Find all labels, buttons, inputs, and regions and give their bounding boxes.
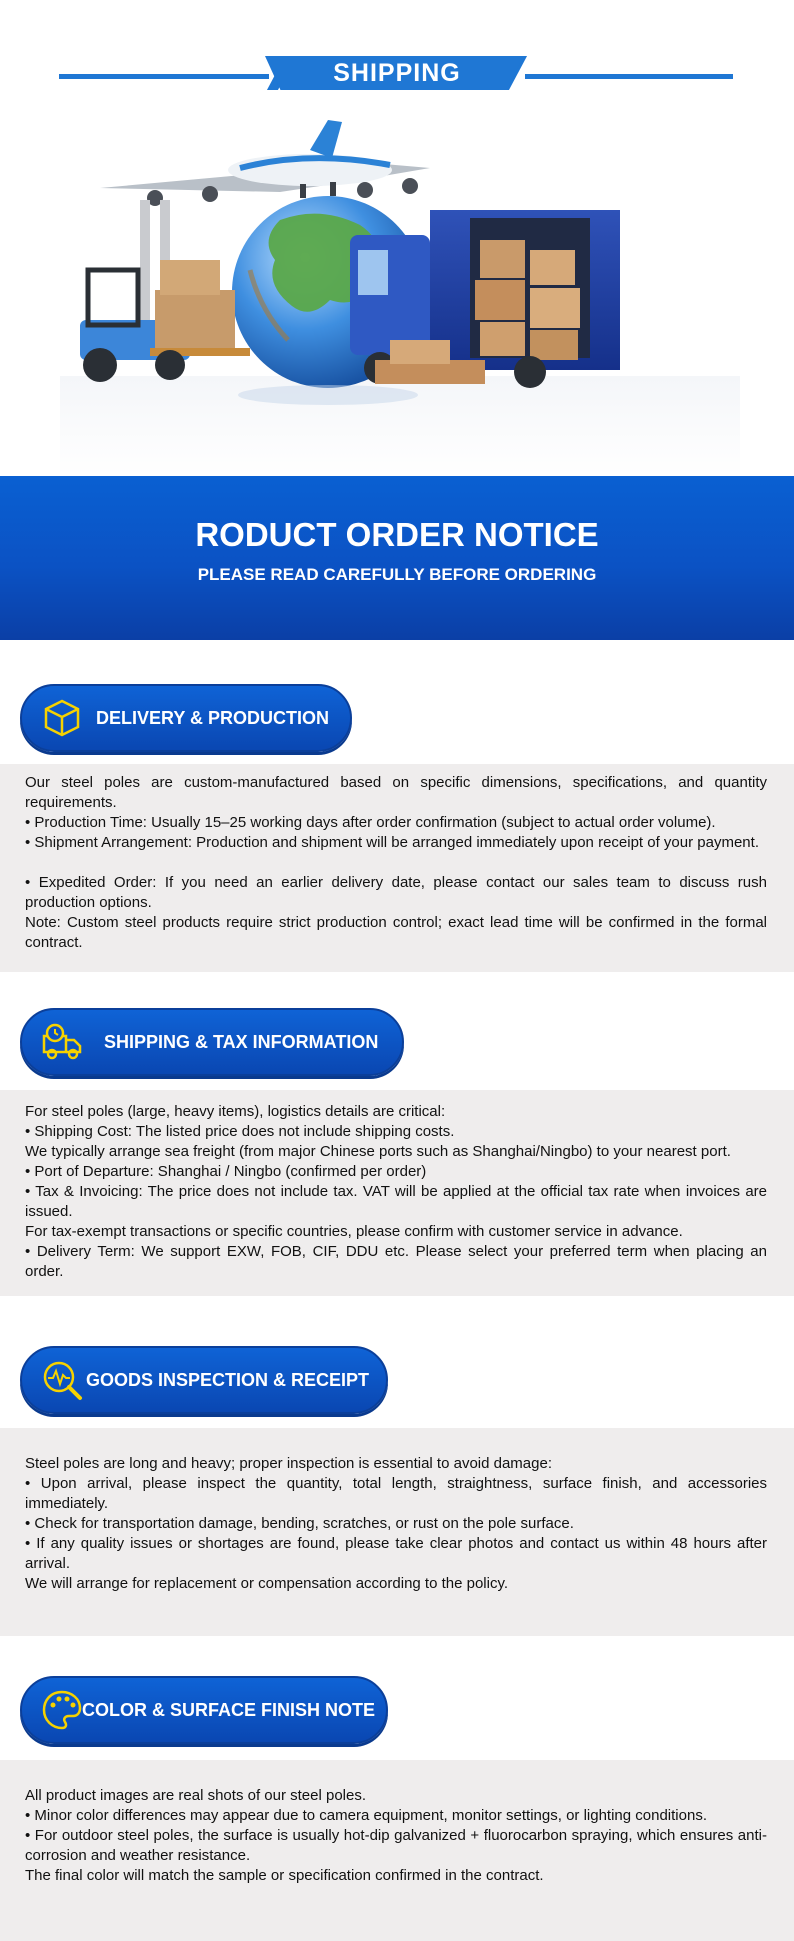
color-surface-header (20, 1676, 388, 1744)
text-line: All product images are real shots of our steel poles. (25, 1787, 367, 1804)
text-line: • Upon arrival, please inspect the quantity, total length, straightness, surface finish, and accessories immediately. (25, 1475, 767, 1512)
text-line: • Production Time: Usually 15–25 working days after order confirmation (subject to actual order volume). (25, 814, 716, 831)
shipping-tax-text (0, 1090, 794, 1296)
text-line: Steel poles are long and heavy; proper inspection is essential to avoid damage: (25, 1455, 552, 1472)
text-line: Note: Custom steel products require strict production control; exact lead time will be confirmed in the formal contract. (25, 914, 767, 951)
banner-rule-left (59, 74, 269, 79)
text-line: • Expedited Order: If you need an earlier delivery date, please contact our sales team to discuss rush production options. (25, 874, 767, 911)
color-palette-icon (40, 1688, 84, 1732)
text-line: • Port of Departure: Shanghai / Ningbo (confirmed per order) (25, 1163, 427, 1180)
logistics-illustration (60, 110, 740, 476)
order-notice-banner (0, 476, 794, 640)
shipping-tax-header (20, 1008, 404, 1076)
truck-icon (350, 210, 620, 388)
text-line: • Delivery Term: We support EXW, FOB, CIF, DDU etc. Please select your preferred term when placing an order. (25, 1243, 767, 1280)
text-line: • Check for transportation damage, bending, scratches, or rust on the pole surface. (25, 1515, 574, 1532)
text-line: For steel poles (large, heavy items), logistics details are critical: (25, 1103, 446, 1120)
section-title: GOODS INSPECTION & RECEIPT (86, 1370, 370, 1390)
notice-subtitle: PLEASE READ CAREFULLY BEFORE ORDERING (197, 565, 597, 584)
text-line: • Minor color differences may appear due to camera equipment, monitor settings, or lighting conditions. (25, 1807, 707, 1824)
text-line: The final color will match the sample or specification confirmed in the contract. (25, 1867, 544, 1884)
section-title: DELIVERY & PRODUCTION (96, 708, 330, 728)
section-title: SHIPPING & TAX INFORMATION (104, 1032, 379, 1052)
text-line: • Shipment Arrangement: Production and shipment will be arranged immediately upon receipt of your payment. (25, 834, 759, 851)
notice-title: RODUCT ORDER NOTICE (195, 516, 599, 553)
text-line: Our steel poles are custom-manufactured based on specific dimensions, specifications, and quantity requirements. (25, 774, 767, 811)
text-line: • Tax & Invoicing: The price does not include tax. VAT will be applied at the official tax rate when invoices are issued. (25, 1183, 767, 1220)
text-line: We will arrange for replacement or compensation according to the policy. (25, 1575, 509, 1592)
delivery-production-header (20, 684, 352, 752)
forklift-icon (80, 200, 250, 382)
airplane-icon (100, 120, 430, 206)
text-line: We typically arrange sea freight (from major Chinese ports such as Shanghai/Ningbo) to your nearest port. (25, 1143, 731, 1160)
goods-inspection-text (0, 1428, 794, 1636)
text-line: • For outdoor steel poles, the surface is usually hot-dip galvanized + fluorocarbon spraying, which ensures anti-corrosion and weather resistance. (25, 1827, 767, 1864)
color-surface-text (0, 1760, 794, 1941)
text-line: • Shipping Cost: The listed price does not include shipping costs. (25, 1123, 455, 1140)
shipping-hero (0, 0, 794, 476)
text-line: For tax-exempt transactions or specific countries, please confirm with customer service in advance. (25, 1223, 683, 1240)
delivery-truck-clock-icon (40, 1020, 84, 1064)
section-title: COLOR & SURFACE FINISH NOTE (82, 1700, 376, 1720)
inspection-magnifier-icon (40, 1358, 84, 1402)
box-icon (40, 696, 84, 740)
banner-rule-right (525, 74, 733, 79)
text-line: • If any quality issues or shortages are found, please take clear photos and contact us within 48 hours after arrival. (25, 1535, 767, 1572)
delivery-production-text (0, 764, 794, 972)
goods-inspection-header (20, 1346, 388, 1414)
shipping-title: SHIPPING (333, 59, 461, 87)
